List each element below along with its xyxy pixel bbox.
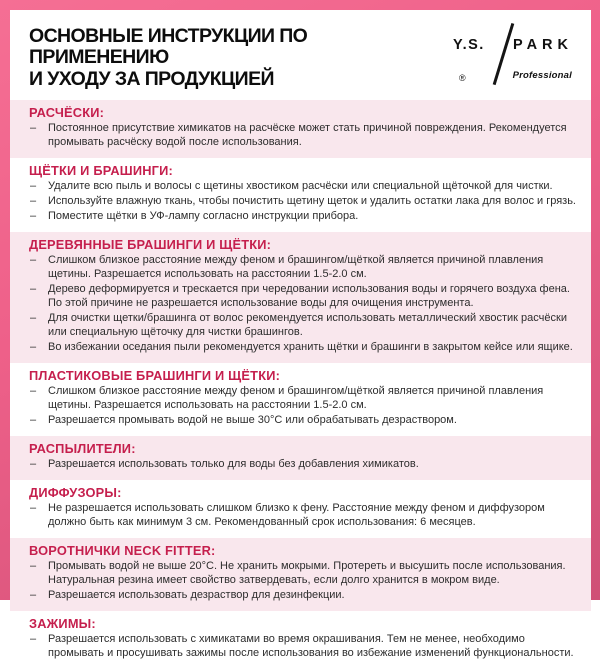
section-heading: ДИФФУЗОРЫ:: [29, 484, 122, 500]
ys-park-logo: [451, 26, 573, 82]
page-title-line2: И УХОДУ ЗА ПРОДУКЦИЕЙ: [29, 67, 274, 90]
section-heading: ЩЁТКИ И БРАШИНГИ:: [29, 163, 173, 179]
page-title-line1: ОСНОВНЫЕ ИНСТРУКЦИИ ПО ПРИМЕНЕНИЮ: [29, 25, 308, 69]
logo-slash-icon: [493, 23, 514, 85]
care-section: [10, 158, 591, 232]
section-heading: ВОРОТНИЧКИ NECK FITTER:: [29, 542, 216, 558]
section-heading: ДЕРЕВЯННЫЕ БРАШИНГИ И ЩЁТКИ:: [29, 237, 272, 253]
section-heading: РАСПЫЛИТЕЛИ:: [29, 440, 136, 456]
care-section: [10, 611, 591, 669]
document-header: [10, 10, 591, 100]
care-section: [10, 538, 591, 611]
bullet-item: – Во избежании оседания пыли рекомендуется хранить щётки и брашинги в закрытом кейсе или ящике.: [29, 341, 579, 355]
page-title: [29, 26, 451, 90]
bullet-item: – Для очистки щетки/брашинга от волос рекомендуется использовать металлический хвостик расчёски или специальную щёточку для чистки брашингов.: [29, 312, 579, 340]
logo-park-text: PARK: [512, 37, 573, 53]
bullet-list: [29, 254, 579, 355]
bullet-item: – Постоянное присутствие химикатов на расчёске может стать причиной повреждения. Рекомендуется промывать расчёску водой после использования.: [29, 122, 579, 150]
care-section: [10, 480, 591, 538]
bullet-item: – Разрешается использовать с химикатами во время окрашивания. Тем не менее, необходимо промывать и просушивать зажимы после использования во избежание изменений функциональности.: [29, 633, 579, 661]
bullet-list: [29, 502, 579, 530]
bullet-list: [29, 560, 579, 603]
bullet-item: – Дерево деформируется и трескается при чередовании использования воды и горячего воздуха фена. По этой причине не разрешается использование воды для очищения инструмента.: [29, 283, 579, 311]
section-heading: ПЛАСТИКОВЫЕ БРАШИНГИ И ЩЁТКИ:: [29, 367, 281, 383]
bullet-item: – Используйте влажную ткань, чтобы почистить щетину щеток и удалить остатки лака для волос и грязь.: [29, 195, 579, 209]
bullet-list: [29, 458, 579, 472]
logo-ys-text: Y.S.: [453, 37, 485, 53]
document-card: [10, 10, 591, 659]
bullet-list: [29, 180, 579, 224]
care-section: [10, 363, 591, 436]
care-section: [10, 436, 591, 480]
logo-professional-text: Professional: [512, 70, 572, 81]
bullet-list: [29, 385, 579, 428]
bullet-list: [29, 633, 579, 661]
bullet-item: – Разрешается промывать водой не выше 30°C или обрабатывать дезраствором.: [29, 414, 579, 428]
sections-container: [10, 100, 591, 668]
bullet-item: – Слишком близкое расстояние между феном и брашингом/щёткой является причиной плавления щетины. Разрешается использовать на расстоянии 1.5-2.0 см.: [29, 254, 579, 282]
bullet-item: – Слишком близкое расстояние между феном и брашингом/щёткой является причиной плавления щетины. Разрешается использовать на расстоянии 1.5-2.0 см.: [29, 385, 579, 413]
bullet-list: [29, 122, 579, 150]
section-heading: РАСЧЁСКИ:: [29, 105, 105, 121]
bullet-item: – Разрешается использовать дезраствор для дезинфекции.: [29, 589, 579, 603]
care-section: [10, 232, 591, 363]
bullet-item: – Разрешается использовать только для воды без добавления химикатов.: [29, 458, 579, 472]
care-section: [10, 100, 591, 158]
bullet-item: – Промывать водой не выше 20°С. Не хранить мокрыми. Протереть и высушить после использования. Натуральная резина имеет свойство затвердевать, если долго хранится в мокром виде.: [29, 560, 579, 588]
bullet-item: – Удалите всю пыль и волосы с щетины хвостиком расчёски или специальной щёточкой для чистки.: [29, 180, 579, 194]
bullet-item: – Поместите щётки в УФ-лампу согласно инструкции прибора.: [29, 210, 579, 224]
bullet-item: – Не разрешается использовать слишком близко к фену. Расстояние между феном и диффузором должно быть как минимум 3 см. Рекомендованный срок использования: 6 месяцев.: [29, 502, 579, 530]
registered-trademark-icon: ®: [459, 73, 466, 83]
section-heading: ЗАЖИМЫ:: [29, 615, 96, 631]
